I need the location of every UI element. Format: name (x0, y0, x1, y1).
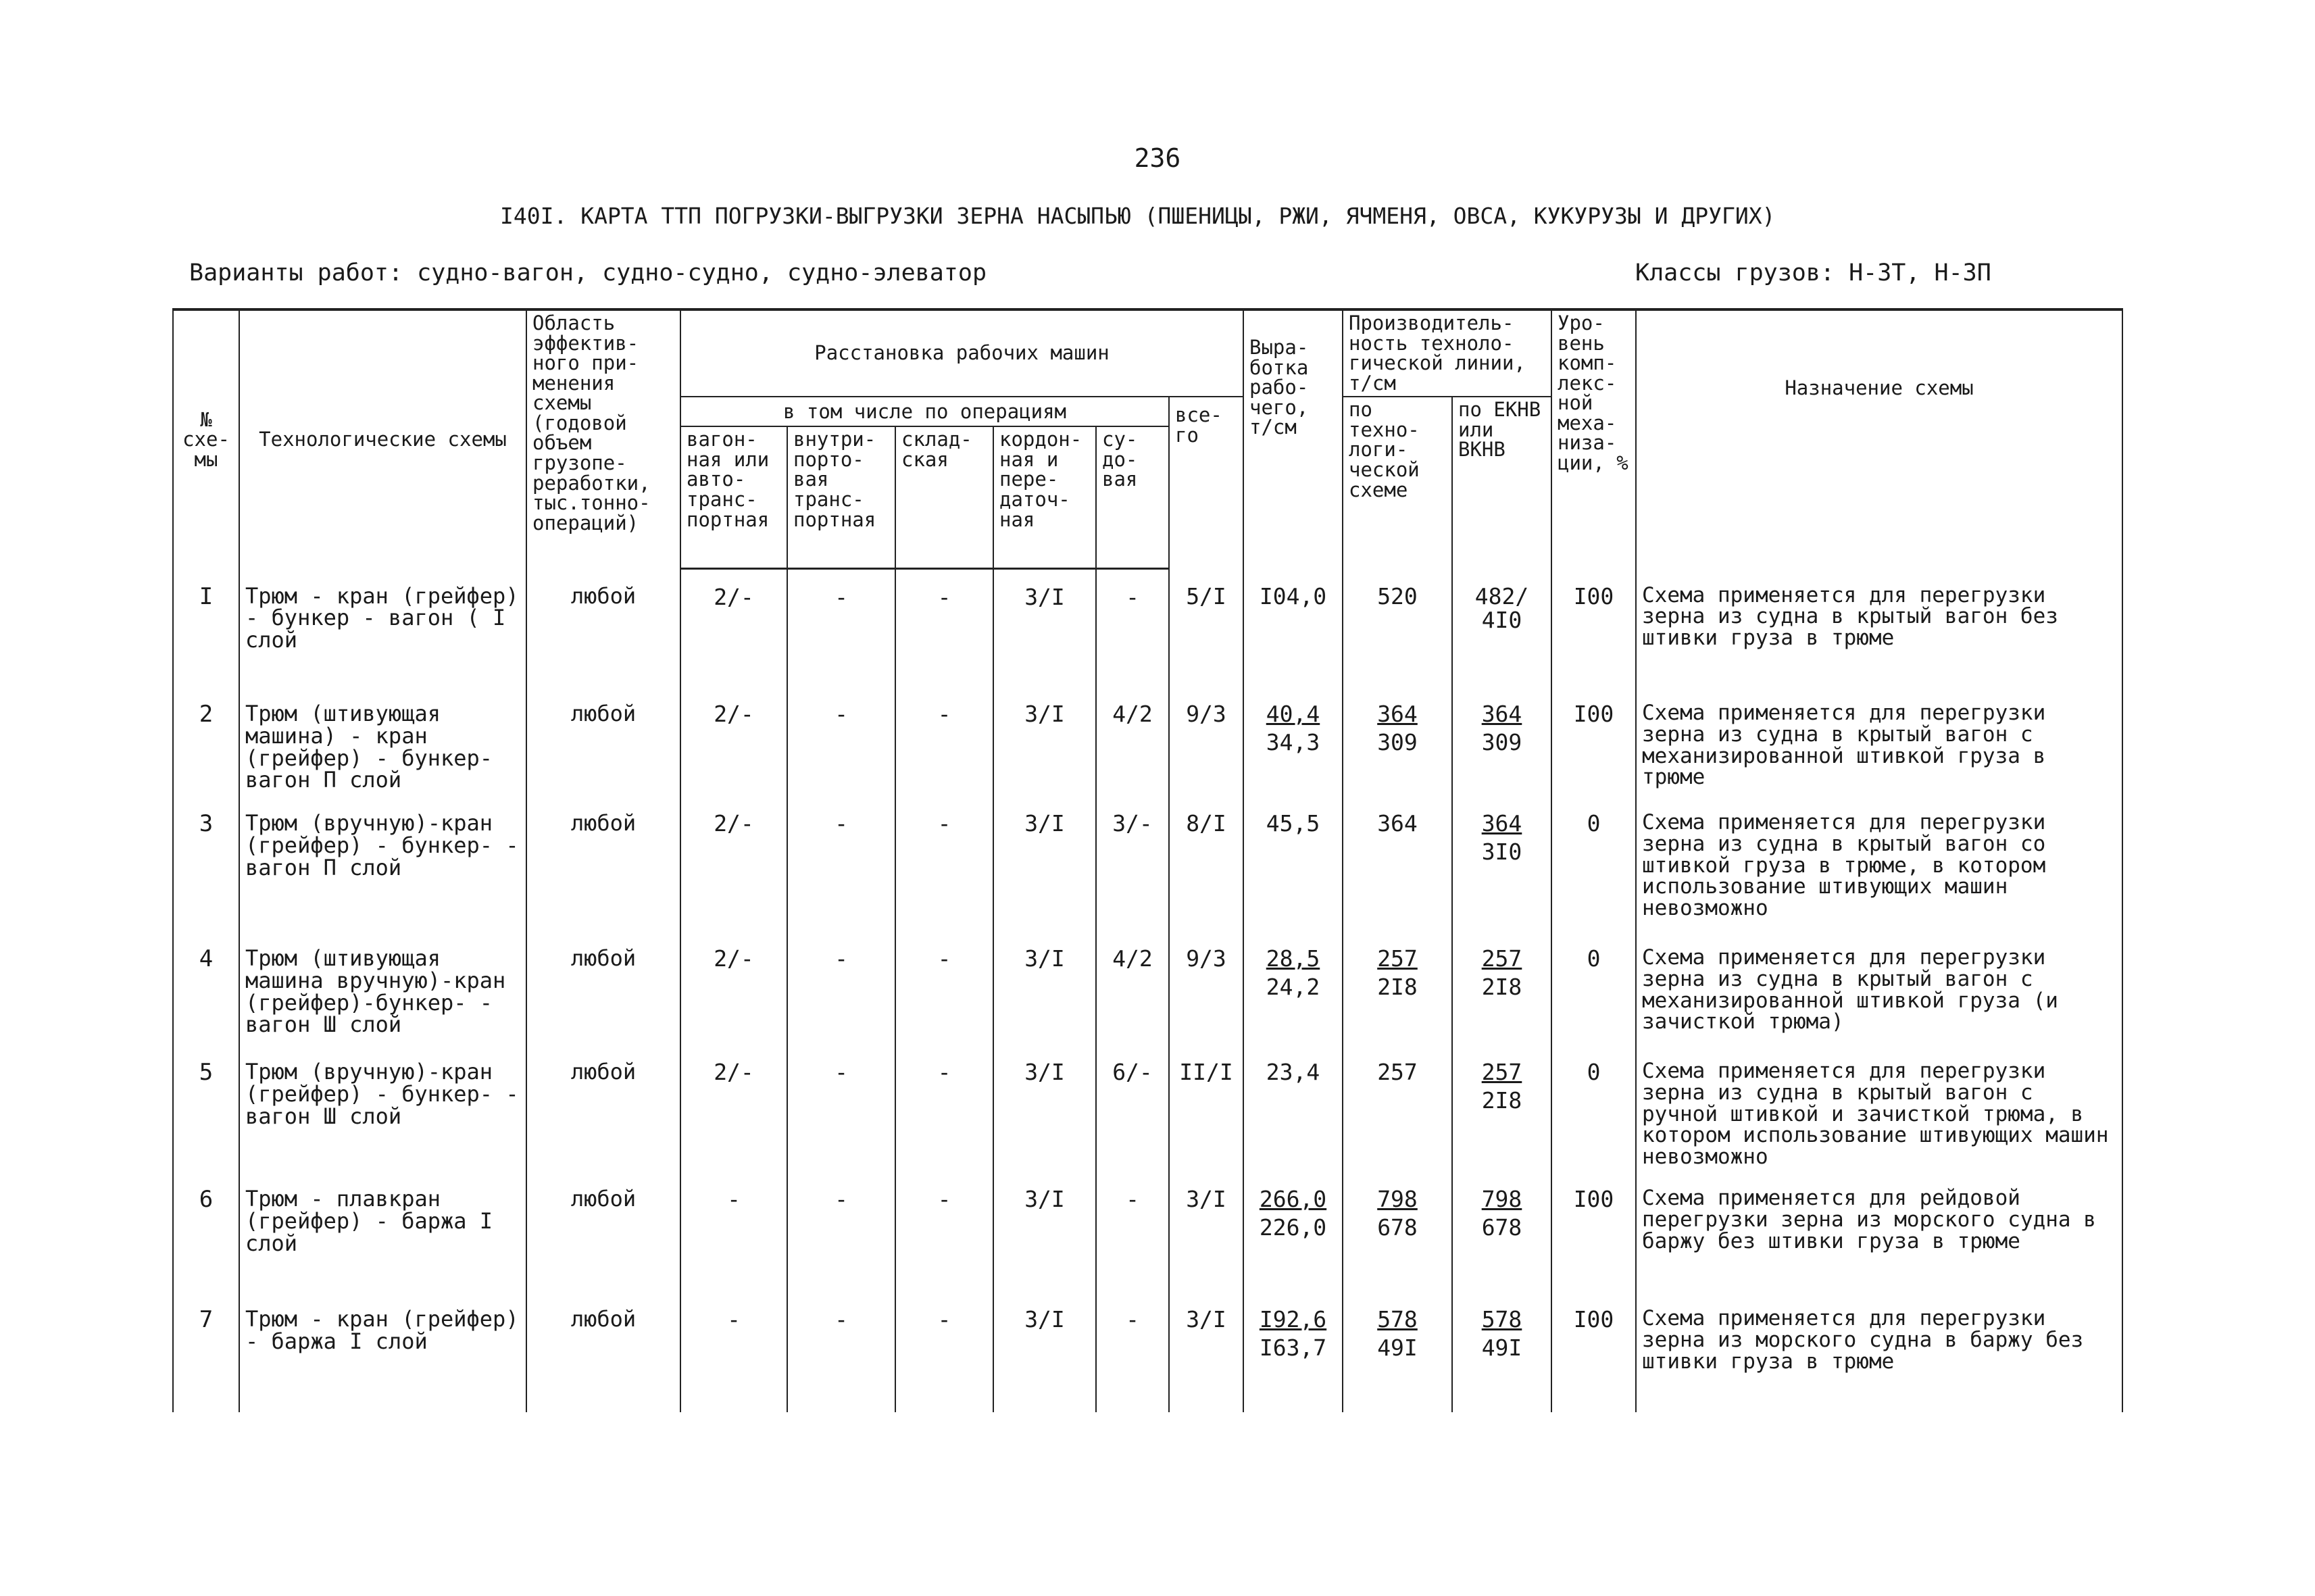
output-top: 28,5 (1266, 945, 1320, 972)
cargo-classes: Классы грузов: Н-ЗТ, Н-ЗП (1635, 259, 1991, 286)
cell-warehouse: - (895, 945, 993, 1058)
cell-prod-scheme (1343, 1058, 1452, 1185)
cell-purpose: Схема применяется для перегрузки зерна из судна в крытый вагон без штивки груза в трюме (1636, 569, 2122, 701)
cell-prod-eknv (1452, 1185, 1551, 1305)
prod-scheme-bottom: 678 (1377, 1214, 1418, 1241)
output-bottom: I63,7 (1259, 1334, 1327, 1361)
cell-wagon: 2/- (680, 700, 787, 809)
cell-no: 4 (173, 945, 239, 1058)
cell-area: любой (526, 1305, 680, 1412)
cell-purpose: Схема применяется для перегрузки зерна из судна в крытый вагон с механизированной штивкой груза в трюме (1636, 700, 2122, 809)
cell-purpose: Схема применяется для перегрузки зерна из морского судна в баржу без штивки груза в трюме (1636, 1305, 2122, 1412)
cell-warehouse: - (895, 569, 993, 701)
header-cordon: кордон- ная и пере- даточ- ная (993, 426, 1096, 569)
page-number: 236 (1134, 143, 1181, 173)
prod-eknv-bottom: 309 (1481, 728, 1522, 755)
cell-mech: 0 (1551, 945, 1636, 1058)
cell-output (1243, 809, 1343, 945)
prod-scheme-top: 257 (1377, 1059, 1418, 1086)
cell-prod-eknv (1452, 700, 1551, 809)
cell-area: любой (526, 1058, 680, 1185)
cell-scheme: Трюм (штивующая машина) - кран (грейфер) - бункер-вагон П слой (239, 700, 526, 809)
prod-eknv-bottom: 2I8 (1481, 973, 1522, 1000)
header-scheme-no: № схе- мы (173, 309, 239, 569)
output-bottom: 34,3 (1266, 728, 1320, 755)
cell-total: 3/I (1169, 1305, 1243, 1412)
prod-eknv-top: 364 (1481, 810, 1522, 837)
cell-warehouse: - (895, 1185, 993, 1305)
cell-area: любой (526, 945, 680, 1058)
cell-prod-eknv (1452, 1058, 1551, 1185)
cell-purpose: Схема применяется для перегрузки зерна из судна в крытый вагон с механизированной штивкой груза (и зачисткой трюма) (1636, 945, 2122, 1058)
cell-area: любой (526, 809, 680, 945)
cell-warehouse: - (895, 809, 993, 945)
prod-scheme-bottom: 309 (1377, 728, 1418, 755)
cell-prod-eknv (1452, 945, 1551, 1058)
prod-scheme-bottom: 2I8 (1377, 973, 1418, 1000)
prod-eknv-bottom: 49I (1481, 1334, 1522, 1361)
cell-wagon: - (680, 1185, 787, 1305)
cell-cordon: 3/I (993, 569, 1096, 701)
table-row (173, 1185, 2122, 1305)
cell-prod-eknv (1452, 1305, 1551, 1412)
prod-eknv-top: 798 (1481, 1186, 1522, 1213)
output-top: I92,6 (1259, 1306, 1327, 1333)
table-row (173, 809, 2122, 945)
header-inport: внутри- порто- вая транс- портная (787, 426, 895, 569)
cell-prod-eknv (1452, 809, 1551, 945)
cell-prod-scheme (1343, 1185, 1452, 1305)
cell-inport: - (787, 1305, 895, 1412)
cell-prod-scheme (1343, 700, 1452, 809)
cell-scheme: Трюм (вручную)-кран (грейфер) - бункер- - вагон Ш слой (239, 1058, 526, 1185)
cell-ship: 4/2 (1096, 945, 1169, 1058)
prod-eknv-bottom: 3I0 (1481, 838, 1522, 865)
cell-total: 8/I (1169, 809, 1243, 945)
output-top: 45,5 (1266, 810, 1320, 837)
output-top: 40,4 (1266, 701, 1320, 728)
cell-prod-scheme (1343, 1305, 1452, 1412)
cell-scheme: Трюм - кран (грейфер) - бункер - вагон ( I слой (239, 569, 526, 701)
cell-output (1243, 569, 1343, 701)
cell-output (1243, 945, 1343, 1058)
cell-mech: I00 (1551, 569, 1636, 701)
cell-purpose: Схема применяется для рейдовой перегрузки зерна из морского судна в баржу без штивки груза в трюме (1636, 1185, 2122, 1305)
cell-scheme: Трюм - плавкран (грейфер) - баржа I слой (239, 1185, 526, 1305)
cell-cordon: 3/I (993, 1305, 1096, 1412)
cell-no: 7 (173, 1305, 239, 1412)
cell-cordon: 3/I (993, 809, 1096, 945)
cell-total: II/I (1169, 1058, 1243, 1185)
header-placement: Расстановка рабочих машин (680, 309, 1243, 397)
cell-mech: 0 (1551, 809, 1636, 945)
cell-wagon: 2/- (680, 945, 787, 1058)
prod-scheme-top: 364 (1377, 810, 1418, 837)
work-variants: Варианты работ: судно-вагон, судно-судно, судно-элеватор (189, 259, 987, 286)
prod-eknv-top: 257 (1481, 1059, 1522, 1086)
output-bottom: 24,2 (1266, 973, 1320, 1000)
header-area: Область эффектив- ного при- менения схемы (годовой объем грузопе- реработки, тыс.тонно- операций) (526, 309, 680, 569)
cell-wagon: 2/- (680, 809, 787, 945)
header-including: в том числе по операциям (680, 397, 1169, 426)
cell-output (1243, 700, 1343, 809)
table-row (173, 700, 2122, 809)
header-tech-schemes: Технологические схемы (239, 309, 526, 569)
cell-scheme: Трюм (вручную)-кран (грейфер) - бункер- - вагон П слой (239, 809, 526, 945)
cell-output (1243, 1305, 1343, 1412)
cell-scheme: Трюм - кран (грейфер) - баржа I слой (239, 1305, 526, 1412)
cell-wagon: 2/- (680, 1058, 787, 1185)
cell-no: 2 (173, 700, 239, 809)
cell-wagon: - (680, 1305, 787, 1412)
cell-inport: - (787, 1185, 895, 1305)
cell-inport: - (787, 809, 895, 945)
cell-warehouse: - (895, 1058, 993, 1185)
table-row (173, 1305, 2122, 1412)
cell-inport: - (787, 569, 895, 701)
cell-cordon: 3/I (993, 1058, 1096, 1185)
output-bottom: 226,0 (1259, 1214, 1327, 1241)
cell-mech: I00 (1551, 700, 1636, 809)
cell-purpose: Схема применяется для перегрузки зерна из судна в крытый вагон со штивкой груза в трюме, в котором использование штивующих машин невозможно (1636, 809, 2122, 945)
cell-cordon: 3/I (993, 1185, 1096, 1305)
cell-no: 6 (173, 1185, 239, 1305)
table-row (173, 569, 2122, 701)
header-productivity: Производитель- ность техноло- гической линии, т/см (1343, 309, 1551, 397)
prod-eknv-bottom: 4I0 (1481, 607, 1522, 634)
cell-cordon: 3/I (993, 945, 1096, 1058)
cell-prod-scheme (1343, 569, 1452, 701)
cell-no: I (173, 569, 239, 701)
cell-prod-scheme (1343, 809, 1452, 945)
cell-total: 9/3 (1169, 700, 1243, 809)
cell-output (1243, 1185, 1343, 1305)
prod-eknv-bottom: 678 (1481, 1214, 1522, 1241)
prod-scheme-top: 578 (1377, 1306, 1418, 1333)
cell-ship: - (1096, 569, 1169, 701)
table-row (173, 1058, 2122, 1185)
header-ship: су- до- вая (1096, 426, 1169, 569)
cell-prod-eknv (1452, 569, 1551, 701)
cell-mech: I00 (1551, 1305, 1636, 1412)
prod-scheme-top: 520 (1377, 582, 1418, 609)
header-warehouse: склад- ская (895, 426, 993, 569)
prod-eknv-top: 482/ (1474, 582, 1529, 609)
cell-ship: 3/- (1096, 809, 1169, 945)
cell-mech: I00 (1551, 1185, 1636, 1305)
cell-area: любой (526, 569, 680, 701)
cell-warehouse: - (895, 1305, 993, 1412)
cell-inport: - (787, 945, 895, 1058)
prod-scheme-top: 798 (1377, 1186, 1418, 1213)
cell-output (1243, 1058, 1343, 1185)
header-wagon: вагон- ная или авто- транс- портная (680, 426, 787, 569)
prod-scheme-top: 257 (1377, 945, 1418, 972)
cell-inport: - (787, 1058, 895, 1185)
prod-eknv-bottom: 2I8 (1481, 1087, 1522, 1114)
cell-total: 3/I (1169, 1185, 1243, 1305)
header-by-eknv: по ЕКНВ или ВКНВ (1452, 397, 1551, 569)
cell-total: 9/3 (1169, 945, 1243, 1058)
output-top: 266,0 (1259, 1186, 1327, 1213)
header-by-scheme: по техно- логи- ческой схеме (1343, 397, 1452, 569)
header-output: Выра- ботка рабо- чего, т/см (1243, 309, 1343, 569)
cell-area: любой (526, 700, 680, 809)
header-purpose: Назначение схемы (1636, 309, 2122, 569)
prod-eknv-top: 578 (1481, 1306, 1522, 1333)
cell-cordon: 3/I (993, 700, 1096, 809)
header-total: все- го (1169, 397, 1243, 569)
cell-wagon: 2/- (680, 569, 787, 701)
cell-ship: 4/2 (1096, 700, 1169, 809)
prod-scheme-bottom: 49I (1377, 1334, 1418, 1361)
cell-ship: 6/- (1096, 1058, 1169, 1185)
cell-ship: - (1096, 1305, 1169, 1412)
cell-mech: 0 (1551, 1058, 1636, 1185)
cell-total: 5/I (1169, 569, 1243, 701)
table-row (173, 945, 2122, 1058)
cell-purpose: Схема применяется для перегрузки зерна из судна в крытый вагон с ручной штивкой и зачисткой трюма, в котором использование штивующих машин невозможно (1636, 1058, 2122, 1185)
cell-warehouse: - (895, 700, 993, 809)
prod-eknv-top: 364 (1481, 701, 1522, 728)
prod-scheme-top: 364 (1377, 701, 1418, 728)
document-title: I40I. КАРТА ТТП ПОГРУЗКИ-ВЫГРУЗКИ ЗЕРНА НАСЫПЬЮ (ПШЕНИЦЫ, РЖИ, ЯЧМЕНЯ, ОВСА, КУКУРУЗЫ И ДРУГИХ) (500, 203, 1776, 229)
cell-prod-scheme (1343, 945, 1452, 1058)
cell-inport: - (787, 700, 895, 809)
output-top: I04,0 (1259, 582, 1327, 609)
tech-map-table (172, 308, 2123, 1412)
cell-ship: - (1096, 1185, 1169, 1305)
cell-scheme: Трюм (штивующая машина вручную)-кран (грейфер)-бункер- - вагон Ш слой (239, 945, 526, 1058)
cell-no: 5 (173, 1058, 239, 1185)
prod-eknv-top: 257 (1481, 945, 1522, 972)
header-mech-level: Уро- вень комп- лекс- ной меха- низа- ции, % (1551, 309, 1636, 569)
cell-area: любой (526, 1185, 680, 1305)
cell-no: 3 (173, 809, 239, 945)
output-top: 23,4 (1266, 1059, 1320, 1086)
